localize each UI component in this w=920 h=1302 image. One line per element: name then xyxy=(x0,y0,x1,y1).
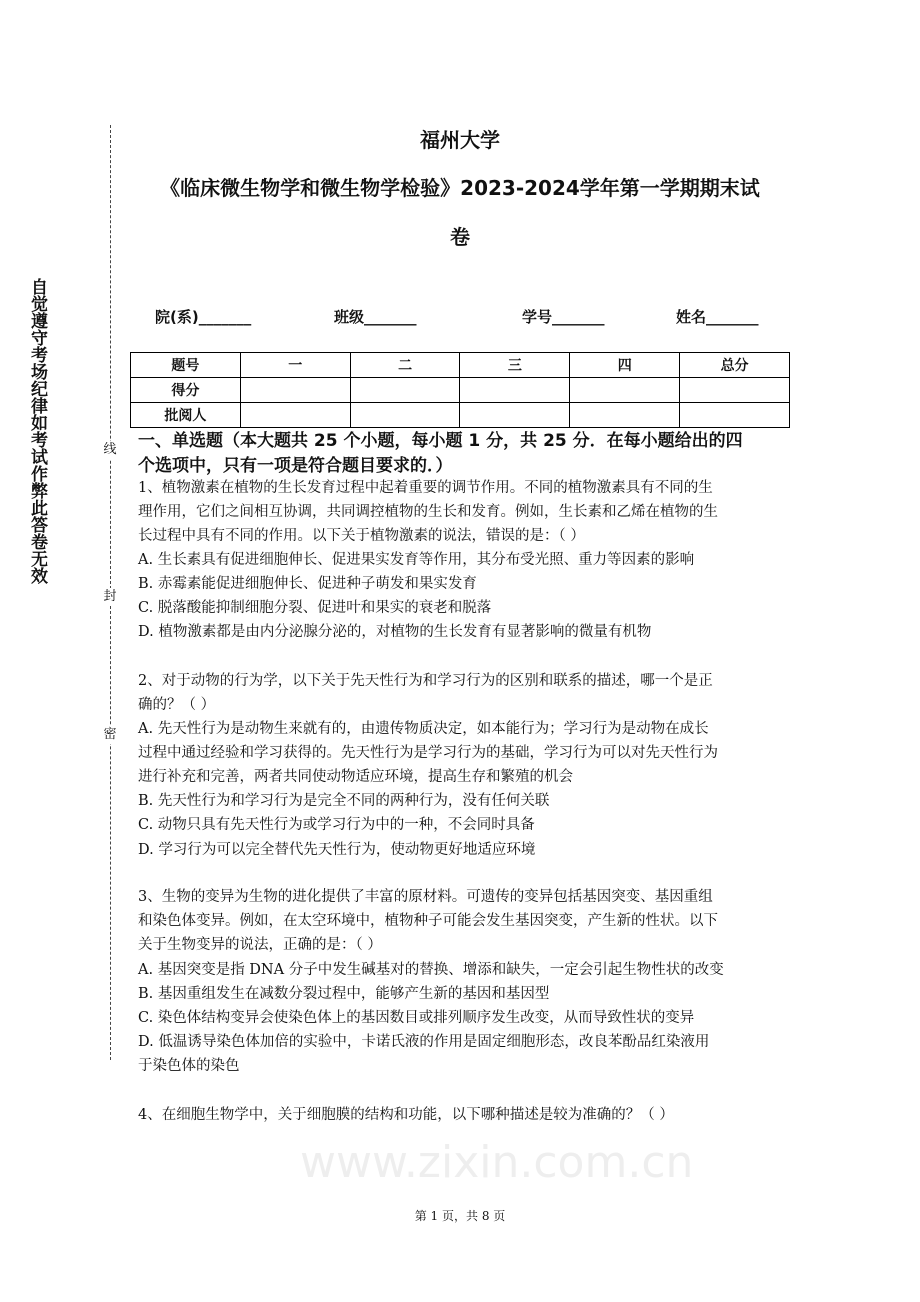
class-field: 班级_______ xyxy=(334,308,417,326)
score-cell: 总分 xyxy=(680,353,790,378)
question-2-text: 确的？（ ） xyxy=(138,697,216,713)
score-cell xyxy=(240,378,350,403)
score-cell: 批阅人 xyxy=(131,403,241,428)
exam-title-line2: 卷 xyxy=(450,225,470,249)
score-cell xyxy=(570,403,680,428)
score-cell: 二 xyxy=(350,353,460,378)
question-3-option: A. 基因突变是指 DNA 分子中发生碱基对的替换、增添和缺失，一定会引起生物性状的改变 xyxy=(138,962,724,978)
score-cell: 题号 xyxy=(131,353,241,378)
score-table-row xyxy=(131,403,790,428)
seal-label-mi: 密 xyxy=(92,726,128,744)
exam-title-line1: 《临床微生物学和微生物学检验》2023-2024学年第一学期期末试 xyxy=(160,176,760,200)
exam-notice: 自觉遵守考场纪律如考试作弊此答卷无效 xyxy=(27,278,47,584)
dept-field: 院(系)_______ xyxy=(155,308,252,326)
name-field: 姓名_______ xyxy=(676,308,759,326)
score-cell: 一 xyxy=(240,353,350,378)
question-2-stem: 2、对于动物的行为学，以下关于先天性行为和学习行为的区别和联系的描述，哪一个是正 xyxy=(138,673,713,689)
question-4-stem: 4、在细胞生物学中，关于细胞膜的结构和功能，以下哪种描述是较为准确的？（ ） xyxy=(138,1107,674,1123)
question-2-option: B. 先天性行为和学习行为是完全不同的两种行为，没有任何关联 xyxy=(138,793,550,809)
score-cell xyxy=(460,378,570,403)
score-cell xyxy=(680,403,790,428)
question-1-stem: 1、植物激素在植物的生长发育过程中起着重要的调节作用。不同的植物激素具有不同的生 xyxy=(138,480,713,496)
question-1-text: 长过程中具有不同的作用。以下关于植物激素的说法，错误的是：（ ） xyxy=(138,528,585,544)
university-name: 福州大学 xyxy=(420,128,500,152)
score-cell xyxy=(240,403,350,428)
score-table-header xyxy=(131,353,790,378)
question-3-text: 和染色体变异。例如，在太空环境中，植物种子可能会发生基因突变，产生新的性状。以下 xyxy=(138,913,718,929)
page-footer: 第 1 页，共 8 页 xyxy=(414,1209,506,1223)
question-3-option: C. 染色体结构变异会使染色体上的基因数目或排列顺序发生改变，从而导致性状的变异 xyxy=(138,1010,695,1026)
question-1-option: D. 植物激素都是由内分泌腺分泌的，对植物的生长发育有显著影响的微量有机物 xyxy=(138,624,652,640)
question-1-text: 理作用，它们之间相互协调，共同调控植物的生长和发育。例如，生长素和乙烯在植物的生 xyxy=(138,504,718,520)
question-2-option: A. 先天性行为是动物生来就有的，由遗传物质决定，如本能行为；学习行为是动物在成长 xyxy=(138,721,709,737)
seal-label-feng: 封 xyxy=(92,588,128,606)
question-3-option: B. 基因重组发生在减数分裂过程中，能够产生新的基因和基因型 xyxy=(138,986,550,1002)
question-2-text: 过程中通过经验和学习获得的。先天性行为是学习行为的基础，学习行为可以对先天性行为 xyxy=(138,745,718,761)
score-cell xyxy=(460,403,570,428)
question-3-option: D. 低温诱导染色体加倍的实验中，卡诺氏液的作用是固定细胞形态，改良苯酚品红染液用 xyxy=(138,1034,710,1050)
question-1-option: A. 生长素具有促进细胞伸长、促进果实发育等作用，其分布受光照、重力等因素的影响 xyxy=(138,552,695,568)
score-cell: 得分 xyxy=(131,378,241,403)
question-2-option: C. 动物只具有先天性行为或学习行为中的一种，不会同时具备 xyxy=(138,817,535,833)
question-3-text: 于染色体的染色 xyxy=(138,1058,240,1074)
score-cell: 四 xyxy=(570,353,680,378)
score-table-row xyxy=(131,378,790,403)
watermark: www.zixin.com.cn xyxy=(300,1137,694,1188)
question-3-text: 关于生物变异的说法，正确的是：（ ） xyxy=(138,937,382,953)
question-1-option: B. 赤霉素能促进细胞伸长、促进种子萌发和果实发育 xyxy=(138,576,477,592)
score-cell xyxy=(350,378,460,403)
score-cell: 三 xyxy=(460,353,570,378)
score-cell xyxy=(350,403,460,428)
score-cell xyxy=(570,378,680,403)
score-cell xyxy=(680,378,790,403)
student-id-field: 学号_______ xyxy=(522,308,605,326)
question-1-option: C. 脱落酸能抑制细胞分裂、促进叶和果实的衰老和脱落 xyxy=(138,600,492,616)
section-heading: 一、单选题（本大题共 25 个小题，每小题 1 分，共 25 分．在每小题给出的四 xyxy=(138,431,743,451)
seal-label-xian: 线 xyxy=(92,441,128,459)
question-2-option: D. 学习行为可以完全替代先天性行为，使动物更好地适应环境 xyxy=(138,842,536,858)
question-2-text: 进行补充和完善，两者共同使动物适应环境，提高生存和繁殖的机会 xyxy=(138,769,573,785)
question-3-stem: 3、生物的变异为生物的进化提供了丰富的原材料。可遗传的变异包括基因突变、基因重组 xyxy=(138,889,713,905)
section-heading: 个选项中，只有一项是符合题目要求的．） xyxy=(138,456,453,476)
score-table xyxy=(130,352,790,428)
